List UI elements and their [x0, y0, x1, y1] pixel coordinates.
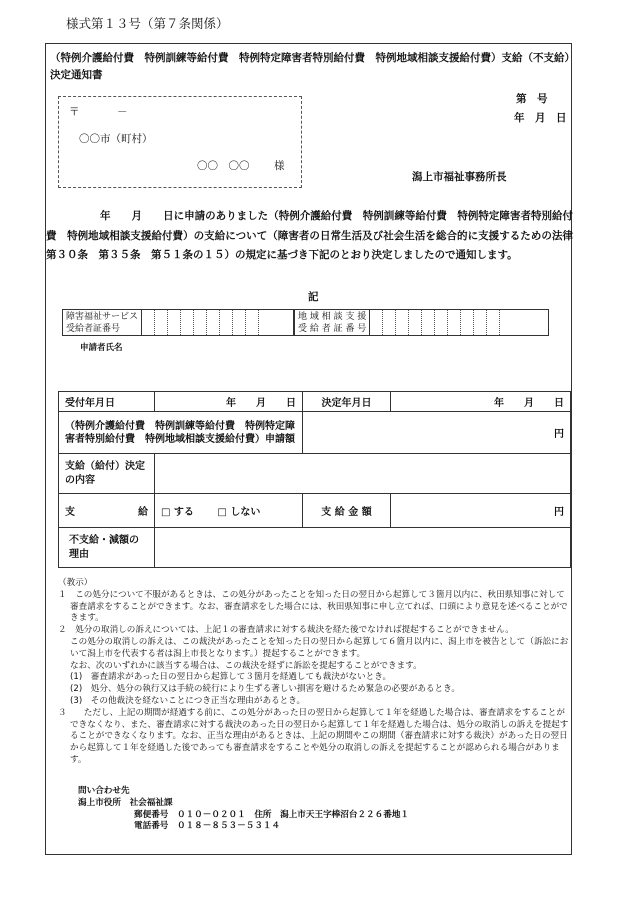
digit-cell[interactable]	[474, 310, 487, 335]
label-line: 地 域 相 談 支 援	[298, 312, 367, 322]
digit-cell[interactable]	[396, 310, 409, 335]
notice-paragraph: １ この処分について不服があるときは、この処分があったことを知った日の翌日から起算して３箇月以内に、秋田県知事に対して審査請求をすることができます。なお、審査請求をした場合には、秋田県知事に申し立てれば、口頭により意見を述べることができます。	[58, 589, 568, 624]
label-line: 受 給 者 証 番 号	[298, 324, 367, 334]
request-amount-label: （特例介護給付費 特例訓練等給付費 特例特定障害者特別給付費 特例地域相談支援給付費）申請額	[59, 412, 303, 454]
contact-heading: 問い合わせ先	[78, 786, 130, 796]
body-paragraph: 年 月 日に申請のありました（特例介護給付費 特例訓練等給付費 特例特定障害者特別給付費 特例地域相談支援給付費）の支給について（障害者の日常生活及び社会生活を総合的に支援するための法律第３０条 第３５条 第５１条の１５）の規定に基づき下記のとおり決定しましたので通知します。	[46, 210, 573, 261]
received-date-label: 受付年月日	[59, 392, 155, 412]
digit-cell[interactable]	[181, 310, 194, 335]
service-recipient-number-label	[63, 310, 142, 335]
reason-value[interactable]	[155, 528, 571, 568]
payment-yes-checkbox[interactable]: □ する	[161, 507, 194, 518]
recipient-city: 〇〇市（町村）	[79, 133, 153, 145]
digit-cell[interactable]	[500, 310, 513, 335]
notice-item: (3) その他裁決を経ないことにつき正当な理由があるとき。	[70, 695, 306, 706]
form-number: 様式第１３号（第７条関係）	[66, 16, 229, 31]
decision-content-value[interactable]	[155, 454, 571, 494]
document-title: （特例介護給付費 特例訓練等給付費 特例特定障害者特別給付費 特例地域相談支援給付費）支給（不支給）決定通知書	[50, 52, 570, 81]
recipient-suffix: 様	[274, 160, 285, 172]
digit-cell[interactable]	[194, 310, 207, 335]
postal-dash: －	[117, 106, 128, 118]
digit-cell[interactable]	[207, 310, 220, 335]
digit-cell[interactable]	[233, 310, 246, 335]
table-row	[59, 454, 571, 494]
digit-cell[interactable]	[448, 310, 461, 335]
digit-cell[interactable]	[259, 310, 272, 335]
recipient-name: 〇〇 〇〇	[197, 160, 250, 172]
digit-cell[interactable]	[461, 310, 474, 335]
label-line: 障害福祉サービス	[66, 312, 139, 322]
label-line: 受給者証番号	[66, 324, 121, 334]
notice-item: (2) 処分、処分の執行又は手続の続行により生ずる著しい損害を避けるため緊急の必要があるとき。	[70, 684, 460, 695]
payment-options	[155, 494, 303, 528]
contact-phone: 電話番号 ０１８－８５３－５３１４	[134, 821, 281, 832]
digit-cell[interactable]	[246, 310, 259, 335]
issuer: 潟上市福祉事務所長	[412, 171, 507, 183]
contact-info	[78, 786, 409, 833]
digit-cell[interactable]	[168, 310, 181, 335]
instruction-notice	[58, 578, 570, 767]
table-row	[59, 412, 571, 454]
digit-cell[interactable]	[435, 310, 448, 335]
received-date-value[interactable]: 年 月 日	[155, 392, 303, 412]
digit-cell[interactable]	[370, 310, 383, 335]
digit-cell[interactable]	[487, 310, 500, 335]
document-date: 年 月 日	[514, 112, 567, 124]
consultation-recipient-number-label	[295, 310, 370, 335]
decision-table	[58, 391, 571, 568]
digit-cell[interactable]	[220, 310, 233, 335]
notice-paragraph: ２ 処分の取消しの訴えについては、上記１の審査請求に対する裁決を経た後でなければ提起することができません。	[58, 625, 514, 636]
decision-date-label: 決定年月日	[303, 392, 391, 412]
notice-document	[45, 43, 572, 855]
table-row	[59, 494, 571, 528]
digit-cell[interactable]	[383, 310, 396, 335]
notice-item: (1) 審査請求があった日の翌日から起算して３箇月を経過しても裁決がないとき。	[70, 672, 392, 683]
digit-cell[interactable]	[142, 310, 155, 335]
notice-heading: （教示）	[58, 578, 93, 588]
decision-date-value[interactable]: 年 月 日	[391, 392, 571, 412]
document-number: 第 号	[516, 93, 548, 105]
digit-cell[interactable]	[409, 310, 422, 335]
service-recipient-number-field[interactable]	[62, 309, 294, 336]
digit-cell[interactable]	[422, 310, 435, 335]
contact-office: 潟上市役所 社会福祉課	[78, 797, 173, 808]
decision-content-label: 支給（給付）決定の内容	[59, 454, 155, 494]
payment-amount-value[interactable]: 円	[391, 494, 571, 528]
notice-paragraph: なお、次のいずれかに該当する場合は、この裁決を経ずに訴訟を提起することができます。	[70, 660, 422, 671]
consultation-recipient-number-field[interactable]	[294, 309, 549, 336]
address-box	[58, 96, 302, 188]
notice-paragraph: この処分の取消しの訴えは、この裁決があったことを知った日の翌日から起算して６箇月以内に、潟上市を被告として（訴訟において潟上市を代表する者は潟上市長となります。）提起することができます。	[70, 636, 569, 659]
notice-paragraph: ３ ただし、上記の期間が経過する前に、この処分があった日の翌日から起算して１年を経過した場合は、審査請求をすることができなくなり、また、審査請求に対する裁決のあった日の翌日から起算して１年を経過した場合は、処分の取消しの訴えを提起することができなくなります。なお、正当な理由があるときは、上記の期間やこの期間（審査請求に対する裁決）があった日の翌日から起算して１年を経過した後であっても審査請求をすることや処分の取消しの訴えを提起することが認められる場合があります。	[58, 707, 569, 765]
payment-no-checkbox[interactable]: □ しない	[217, 507, 261, 518]
reason-label: 不支給・減額の理由	[59, 528, 155, 568]
payment-label: 支 給	[59, 494, 155, 528]
body-text	[46, 207, 573, 266]
table-row	[59, 392, 571, 412]
applicant-name-label: 申請者氏名	[80, 343, 123, 353]
request-amount-value[interactable]: 円	[303, 412, 571, 454]
contact-postal: 郵便番号 ０１０－０２０１ 住所 潟上市天王字棒沼台２２６番地１	[134, 809, 410, 820]
table-row	[59, 528, 571, 568]
digit-cell[interactable]	[155, 310, 168, 335]
postal-mark: 〒	[69, 106, 80, 118]
record-heading: 記	[308, 291, 319, 303]
payment-amount-label: 支 給 金 額	[303, 494, 391, 528]
